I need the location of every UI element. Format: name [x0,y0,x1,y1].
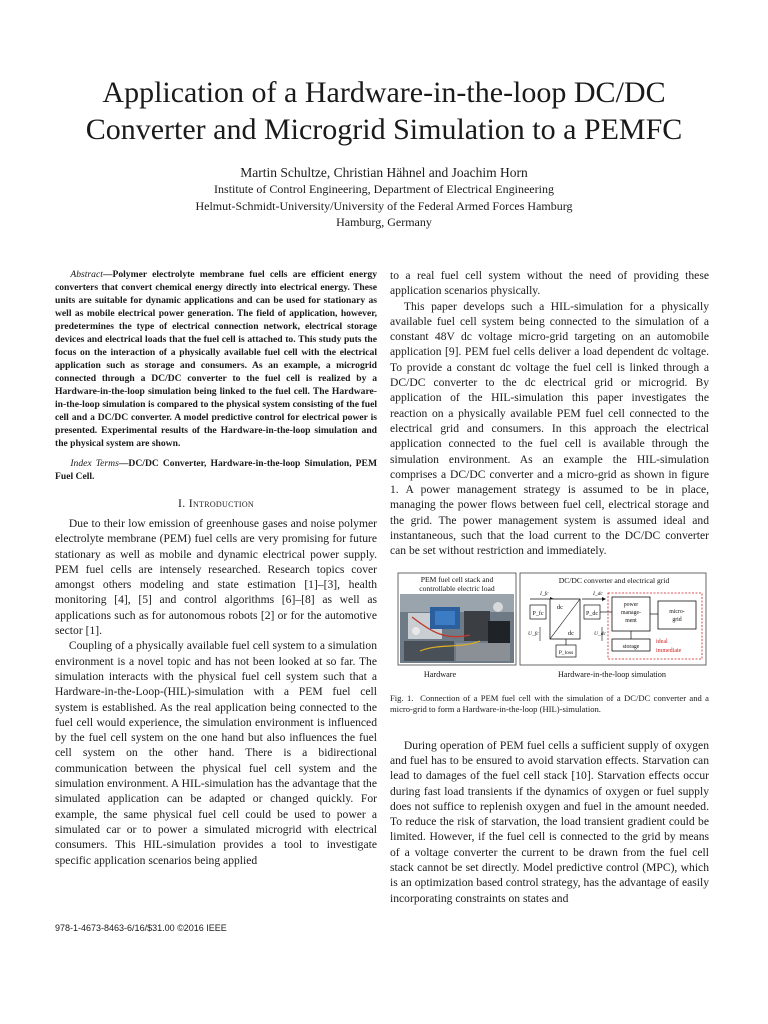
affiliation-line: Helmut-Schmidt-University/University of the Federal Armed Forces Hamburg [195,198,573,213]
hil-panel-title: DC/DC converter and electrical grid [558,575,670,585]
current-fc-label: I_fc [540,590,549,597]
micro-grid-line2: grid [672,616,682,623]
voltage-fc-label: U_fc [528,630,539,637]
p-dc-label: P_dc [586,610,598,617]
power-mgmt-line2: manage- [621,609,641,616]
micro-grid-line1: micro- [669,608,685,615]
body-paragraph: to a real fuel cell system without the need of providing these application scenarios physically. [390,269,709,298]
figure-1 [390,571,709,683]
ideal-label: ideal [656,638,668,645]
affiliation-line: Institute of Control Engineering, Department of Electrical Engineering [214,182,554,196]
affiliation-block [40,181,728,231]
author-list: Martin Schultze, Christian Hähnel and Joachim Horn [240,165,528,180]
dc-top-label: dc [556,603,564,611]
index-terms-text: —DC/DC Converter, Hardware-in-the-loop Simulation, PEM Fuel Cell. [55,458,377,482]
index-terms [55,457,377,483]
affiliation-line: Hamburg, Germany [336,215,432,229]
dc-bottom-label: dc [567,629,575,637]
current-dc-label: I_dc [593,590,603,597]
figure-1-diagram [390,571,709,683]
p-loss-label: P_loss [558,649,574,656]
abstract-label: Abstract [70,269,103,280]
body-paragraph: This paper develops such a HIL-simulation for a physically available fuel cell system being connected to the simulation of a constant 48V dc voltage micro-grid targeting on an automobile application [9]. PEM fuel cells deliver a load dependent dc voltage. To provide a constant dc voltage the fuel cell is linked through a DC/DC converter to the dc electrical grid or microgrid. By application of the HIL-simulation this paper investigates the reaction on a physically available PEM fuel cell connected to the electrical grid and consumers. In this approach the electrical application connected to the fuel cell is available through the simulation environment. As an example the HIL-simulation comprises a DC/DC converter and a micro-grid as shown in figure 1. A power management strategy is assumed to be in place, managing the power flows between fuel cell, electrical storage and the grid. The power management system is assumed ideal and instantaneous, such that the load current to the DC/DC converter can be set without restriction and immediately. [390,299,709,558]
power-mgmt-line3: ment [625,617,637,624]
hardware-panel-title-line2: controllable electric load [419,583,495,593]
abstract-text: —Polymer electrolyte membrane fuel cells are efficient energy converters that convert chemical energy directly into electrical energy. These units are suitable for dynamic applications and can be used for stationary as well as mobile electrical power generation. The field of application, however, predetermines the type of electrical connection network, electrical storage devices and electrical loads that the fuel cell is attached to. This study puts the focus on the interaction of a physically available fuel cell with the electrical application such as storage and consumers. As an example, a microgrid connected through a DC/DC converter to the fuel cell is realized by a Hardware-in-the-loop simulation being linked to the fuel cell. The Hardware-in-the-loop simulation is compared to the physical system consisting of the fuel cell and a DC/DC converter. A model predictive control for electrical power is presented. Experimental results of the Hardware-in-the-loop simulation and the physical system are shown. [55,269,377,449]
micro-grid-block [658,601,696,629]
figure-1-caption-label: Fig. 1. [390,692,414,703]
index-terms-label: Index Terms [70,458,119,469]
body-paragraph: Due to their low emission of greenhouse gases and noise polymer electrolyte membrane (PEM) fuel cells are very promising for future stationary as well as mobile and dynamic electrical power supply. PEM fuel cells are intensely researched. Research topics cover amongst others modeling and state estimation [1]–[3], health monitoring [4], [5] and control algorithms [6]–[8] as well as applications such as for autonomous robots [2] or for the automotive sector [1]. [55,517,377,638]
section-heading-introduction: I. Introduction [177,496,255,510]
figure-1-caption-text: Connection of a PEM fuel cell with the simulation of a DC/DC converter and a micro-grid to form a Hardware-in-the-loop (HIL)-simulation. [390,692,710,715]
hardware-label: Hardware [423,669,457,679]
fuel-cell-photo [400,594,514,663]
hardware-panel-title-line1: PEM fuel cell stack and [420,574,494,584]
voltage-dc-label: U_dc [594,630,606,637]
power-mgmt-line1: power [623,601,639,608]
body-paragraph: Coupling of a physically available fuel cell system to a simulation environment is a novel topic and has not been looked at so far. The simulation interacts with the physical fuel cell system such that a Hardware-in-the-Loop-(HIL)-simulation with a PEM fuel cell system is established. As the real application being connected to the fuel cell would experience, the simulation environment is influenced by the fuel cell system on the one hand but also influences the fuel cell system on the other hand. There is a bidirectional communication between the physical fuel cell system and the simulation environment. A HIL-simulation has the advantage that the simulated application can be adapted or changed quickly. For example, the same physical fuel cell could be used to power a simulated car or to power a simulated microgrid with electrical consumers. This HIL-simulation provides a tool to investigate specific application scenarios being applied [55,639,377,867]
immediate-label: immediate [656,647,682,654]
left-column [55,268,377,868]
right-column [390,268,709,906]
paper-title: Application of a Hardware-in-the-loop DC/DC Converter and Microgrid Simulation to a PEMFC [85,76,683,146]
copyright-footer: 978-1-4673-8463-6/16/$31.00 ©2016 IEEE [55,923,227,933]
p-fc-label: P_fc [532,610,544,617]
abstract [55,268,377,450]
hil-label: Hardware-in-the-loop simulation [558,669,666,679]
storage-label: storage [622,643,640,650]
figure-1-caption [390,693,709,716]
body-paragraph: During operation of PEM fuel cells a sufficient supply of oxygen and fuel has to be ensured to avoid starvation effects. Starvation can lead to damages of the fuel cell stack [10]. Starvation effects occur during fast load transients if the dynamics of oxygen or fuel supply does not suffice to replenish oxygen and fuel in the amount needed. To reduce the risk of starvation, the load transient gradient could be limited. However, if the fuel cell is connected to the grid by means of a voltage converter the current to be drawn from the fuel cell stack cannot be set directly. Model predictive control (MPC), which is an optimization based control strategy, has the advantage of easily incorporating constraints on states and [390,738,709,905]
